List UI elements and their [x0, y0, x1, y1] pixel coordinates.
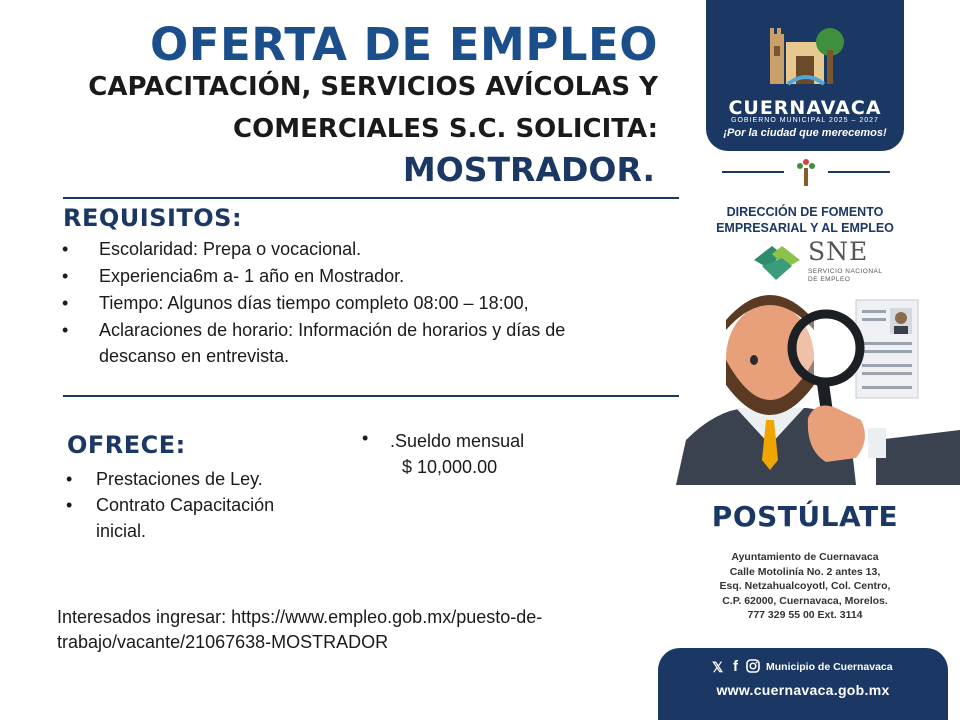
recruiter-illustration: [676, 290, 960, 485]
administration-label: GOBIERNO MUNICIPAL 2025 – 2027: [731, 117, 879, 124]
website-link[interactable]: www.cuernavaca.gob.mx: [716, 682, 890, 698]
divider: [63, 197, 679, 199]
direction-line1: DIRECCIÓN DE FOMENTO: [726, 205, 884, 219]
salary-block: • .Sueldo mensual $ 10,000.00: [362, 428, 582, 480]
divider: [63, 395, 679, 397]
facebook-icon[interactable]: f: [733, 658, 738, 675]
slogan: ¡Por la ciudad que merecemos!: [723, 127, 887, 139]
sne-subtitle: DE EMPLEO: [808, 276, 851, 283]
list-item: • Aclaraciones de horario: Información de horarios y días de descanso en entrevista.: [62, 320, 566, 366]
phone-number: 777 329 55 00 Ext. 3114: [747, 609, 863, 621]
job-offer-title: OFERTA DE EMPLEO: [150, 18, 658, 71]
position-title: MOSTRADOR.: [402, 150, 655, 189]
list-item: • Experiencia6m a- 1 año en Mostrador.: [62, 266, 405, 286]
salary-value: $ 10,000.00: [402, 457, 498, 477]
address-line: C.P. 62000, Cuernavaca, Morelos.: [722, 594, 888, 607]
address-line: Calle Motolinía No. 2 antes 13,: [729, 565, 881, 578]
requirements-heading: REQUISITOS:: [63, 204, 243, 232]
requirements-list: [62, 236, 632, 370]
x-icon[interactable]: 𝕏: [712, 659, 724, 675]
address-line: Ayuntamiento de Cuernavaca: [731, 551, 879, 563]
address-line: Esq. Netzahualcoyotl, Col. Centro,: [719, 580, 891, 592]
city-name: CUERNAVACA: [728, 97, 882, 119]
social-handle: Municipio de Cuernavaca: [766, 661, 893, 673]
ornament-divider: [722, 158, 890, 188]
instagram-icon[interactable]: [746, 659, 760, 673]
offer-list: [66, 466, 316, 544]
company-name-line1: CAPACITACIÓN, SERVICIOS AVÍCOLAS Y: [88, 72, 658, 102]
direction-line2: EMPRESARIAL Y AL EMPLEO: [716, 221, 894, 235]
salary-label: .Sueldo mensual: [390, 431, 525, 451]
company-name-line2: COMERCIALES S.C. SOLICITA:: [233, 114, 658, 144]
list-item: • Tiempo: Algunos días tiempo completo 08:00 – 18:00,: [62, 293, 529, 313]
apply-call-to-action: POSTÚLATE: [711, 500, 899, 533]
sne-subtitle: SERVICIO NACIONAL: [808, 268, 883, 275]
sne-name: SNE: [808, 237, 869, 266]
crest-icon: [766, 20, 844, 90]
list-item: • Escolaridad: Prepa o vocacional.: [62, 239, 362, 259]
offer-heading: OFRECE:: [67, 431, 186, 459]
list-item: • Prestaciones de Ley.: [66, 469, 263, 489]
apply-link-text[interactable]: Interesados ingresar: https://www.empleo.gob.mx/puesto-de-trabajo/vacante/21067638-MOSTRADOR: [57, 607, 543, 652]
handshake-icon: [752, 240, 802, 286]
list-item: • Contrato Capacitación inicial.: [66, 495, 275, 541]
